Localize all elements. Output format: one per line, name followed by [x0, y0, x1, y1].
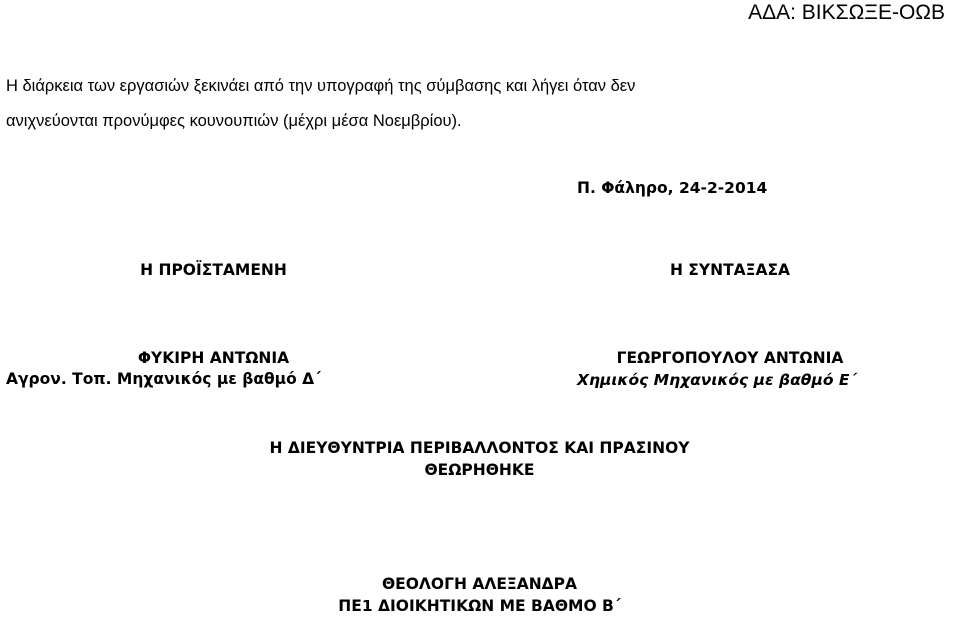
director-title-line-1: Η ΔΙΕΥΘΥΝΤΡΙΑ ΠΕΡΙΒΑΛΛΟΝΤΟΣ ΚΑΙ ΠΡΑΣΙΝΟΥ — [269, 439, 690, 457]
supervisor-name: ΦΥΚΙΡΗ ΑΝΤΩΝΙΑ — [137, 349, 290, 367]
director-name: ΘΕΟΛΟΓΗ ΑΛΕΞΑΝΔΡΑ — [381, 575, 578, 593]
author-role: Χημικός Μηχανικός με βαθμό Ε΄ — [577, 371, 857, 389]
supervisor-title: Η ΠΡΟΪΣΤΑΜΕΝΗ — [140, 261, 287, 279]
body-text-line-2: ανιχνεύονται προνύμφες κουνουπιών (μέχρι μέσα Νοεμβρίου). — [6, 112, 462, 130]
director-role: ΠΕ1 ΔΙΟΙΚΗΤΙΚΩΝ ΜΕ ΒΑΘΜΟ Β΄ — [338, 597, 621, 615]
ada-code: ΑΔΑ: ΒΙΚΣΩΞΕ-ΟΩΒ — [748, 1, 945, 24]
place-date: Π. Φάληρο, 24-2-2014 — [577, 179, 768, 197]
body-text-line-1: Η διάρκεια των εργασιών ξεκινάει από την υπογραφή της σύμβασης και λήγει όταν δεν — [6, 77, 636, 95]
supervisor-role: Αγρον. Τοπ. Μηχανικός με βαθμό Δ΄ — [6, 370, 321, 388]
director-title-line-2: ΘΕΩΡΗΘΗΚΕ — [424, 461, 535, 479]
author-title: Η ΣΥΝΤΑΞΑΣΑ — [669, 261, 791, 279]
author-name: ΓΕΩΡΓΟΠΟΥΛΟΥ ΑΝΤΩΝΙΑ — [616, 349, 844, 367]
